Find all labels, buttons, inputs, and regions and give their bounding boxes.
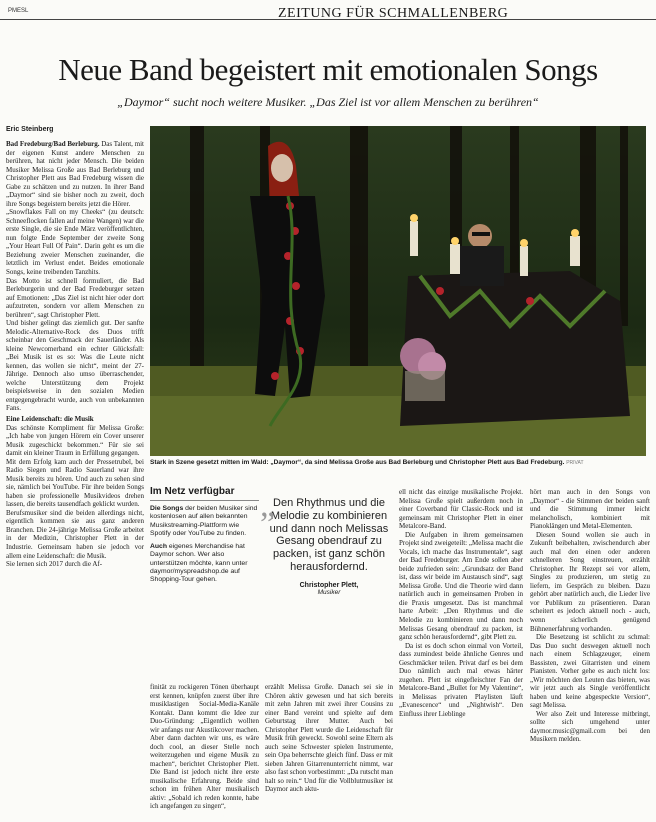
info-box-paragraph (150, 543, 259, 584)
info-box-title: Im Netz verfügbar (150, 486, 259, 501)
paragraph: Die Aufgaben in ihrem gemeinsamen Projekt sind zweigeteilt: „Melissa macht die Vocals, ich mache das Instrumentale“, sagt der Bad Fredeburger. Am Ende sollen aber beide zufrieden sein: „Grundsatz der Band ist, dass wir beide im Austausch sind“, sagt Melissa Große. Und die Theorie wird dann natürlich auch in gemeinsamen Proben in die Praxis umgesetzt. Das ist manchmal harte Arbeit: „Den Rhythmus und die Melodie zu kombinieren und dann noch Melissas Gesang obendrauf zu packen, ist ganz schön herausfordernd“, gibt Plett zu. (399, 530, 523, 642)
band-photo (150, 126, 646, 456)
caption-text: Stark in Szene gesetzt mitten im Wald: „Daymor“, da sind Melissa Große aus Bad Berleburg und Christopher Plett aus Bad Fredeburg. (150, 459, 565, 466)
newspaper-name: ZEITUNG FÜR SCHMALLENBERG (278, 6, 509, 21)
page-label: PMESL (8, 8, 29, 14)
paragraph (6, 458, 144, 509)
paragraph: ell nicht das einzige musikalische Projekt. Melissa Große spielt außerdem noch in einer Coverband für Classic-Rock und ist gemeinsam mit Christopher Plett in einer Metalcore-Band. (399, 488, 523, 531)
section-heading: Eine Leidenschaft: die Musik (6, 415, 94, 423)
subheadline: „Daymor“ sucht noch weitere Musiker. „Das Ziel ist vor allem Menschen zu berühren“ (117, 95, 539, 109)
paragraph (6, 208, 144, 276)
info-box-paragraph (150, 505, 259, 538)
quote-author: Christopher Plett, (299, 581, 359, 589)
forest-scene-image (150, 126, 646, 456)
text-column-4 (399, 488, 523, 718)
paragraph: finität zu rockigeren Tönen überhaupt erst kennen, knüpfen zuerst über ihre musiklastigen Social-Media-Kanäle Kontakt. Dann kommt die Idee zur Duo-Gründung: „Eigentlich wollten wir anfangs nur Akustikcover machen. Aber dann dachten wir uns, es wäre doch cool, an dieser Stelle noch weiterzugehen und eigene Musik zu machen“, berichtet Christopher Plett. Die Band ist jedoch nicht ihre erste musikalische Erfahrung. Beide sind schon im frühen Alter musikalisch aktiv: „Sobald ich reden konnte, habe ich angefangen zu singen“, (150, 683, 259, 811)
quote-role: Musiker (317, 588, 341, 596)
photo-caption (150, 459, 646, 466)
quote-text: Den Rhythmus und die Melodie zu kombinieren und dann noch Melissas Gesang obendrauf zu packen, ist ganz schön herausfordernd. (269, 497, 389, 573)
headline: Neue Band begeistert mit emotionalen Songs (58, 52, 598, 87)
info-box-text: der beiden Musiker sind kostenlosen auf allen bekannten Musikstreaming-Plattform wie Spotify oder YouTube zu finden. (150, 505, 258, 537)
pull-quote (260, 487, 394, 596)
paragraph (6, 560, 144, 569)
paragraph-text: Das schönste Kompliment für Melissa Große: „Ich habe von jungen Hörern ein Cover unserer Musik zugeschickt bekommen.“ Für sie sei damit ein kleiner Traum in Erfüllung gegangen. (6, 423, 144, 458)
paragraph (6, 509, 144, 560)
paragraph-text: Sie lernen sich 2017 durch die Af- (6, 560, 103, 569)
paragraph-text: Das Talent, mit der eigenen Kunst andere Menschen zu berühren, hat nicht jeder Mensch. Die beiden Musiker Melissa Große aus Bad Berleburg und Christopher Plett aus Bad Fredeburg wissen die Gabe zu schätzen und zu nutzen. In ihrer Band „Daymor“ sind sie bisher noch zu zweit, doch ihre Songs begeistern bereits jetzt die Hörer. (6, 140, 144, 208)
paragraph (6, 277, 144, 320)
paragraph: Wer also Zeit und Interesse mitbringt, sollte sich umgehend unter daymor.music@gmail.com bei den Musikern melden. (530, 709, 650, 744)
paragraph-text: Das Motto ist schnell formuliert, die Bad Berleburgerin und der Bad Fredeburger setzen auf Emotionen: „Das Ziel ist nicht hier oder dort aufzutreten, sondern vor allem Menschen zu berühren“, sagt Christopher Plett. (6, 276, 144, 319)
paragraph: erzählt Melissa Große. Danach sei sie in Chören aktiv gewesen und hat sich bereits mit zehn Jahren mit zwei ihrer Cousins zu einer Band vereint und spielte auf dem Geburtstag ihrer Mutter. Auch bei Christopher Plett wurde die Leidenschaft für Musik früh geweckt. Sowohl seine Eltern als auch seine Schwester spielen Instrumente, sein Opa beherrschte gleich fünf. Dass er mit sieben Jahren Gitarrenunterricht nimmt, war also fast schon vorbestimmt: „Da rutscht man halt so rein.“ Und für die Vollblutmusiker ist Daymor auch aktu- (265, 683, 393, 794)
paragraph: Diesen Sound wollen sie auch in Zukunft beibehalten, zwischendurch aber auch mal den einen oder anderen schnelleren Song einstreuen, erzählt Christopher. Ihr Rezept sei vor allem, Singles zu produzieren, um stetig zu liefern, im Gespräch zu bleiben. Dazu gehört aber natürlich auch, die Lieder live vor Publikum zu präsentieren. Daran scheitert es jedoch aktuell noch - auch, wenn sicherlich genügend Bühnenerfahrung vorhanden. (530, 530, 650, 633)
paragraph-text: Und bisher gelingt das ziemlich gut. Der sanfte Melodic-Alternative-Rock des Duos trifft scheinbar den Geschmack der Sauerländer. Als kleine Newcomerband ein echter Glücksfall: „Bei Musik ist es so: Was die Leute nicht kennen, das wollen sie nicht“, meint der 27-Jährige. Dennoch also umso überraschender, welche Unterstützung dem Projekt beispielsweise in den sozialen Medien entgegengebracht wurde, auch von unbekannten Fans. (6, 319, 144, 413)
text-column-1 (6, 140, 144, 569)
paragraph-text: Berufsmusiker sind die beiden allerdings nicht, eigentlich kommen sie aus ganz anderen Branchen. Die 24-jährige Melissa Große arbeitet in der Medizin, Christopher Plett in der Industrie. Gemeinsam haben sie jedoch vor allem eine Leidenschaft: die Musik. (6, 508, 144, 560)
author: Eric Steinberg (6, 126, 54, 133)
paragraph-text: „Snowflakes Fall on my Cheeks“ (zu deutsch: Schneeflocken fallen auf meine Wangen) war die erste Single, die sie Ende März veröffentlichten, nun folgte Ende September der zweite Song „Your Heart Full Of Pain“. Darin geht es um die Beziehung zweier Menschen zueinander, die letztlich im Verlust endet. Beides emotionale Songs, keine treibenden Tanzhits. (6, 208, 144, 276)
paragraph (6, 424, 144, 458)
paragraph-text: Mit dem Erfolg kam auch der Pressetrubel, bei Radio Siegen und Radio Sauerland war ihre Musik bereits zu hören. Und auch zu sehen sind sie, nämlich bei YouTube. Für ihre beiden Songs haben sie professionelle Musikvideos drehen lassen, die bereits tausendfach geklickt wurden. (6, 457, 144, 509)
text-column-2 (150, 683, 259, 811)
paragraph: Da ist es doch schon einmal von Vorteil, dass zumindest beide ähnliche Genres und Geschmäcker teilen. Privat darf es bei dem Duo nämlich auch mal etwas härter zugehen. Plett ist eingefleischter Fan der Metalcore-Band „Bullet for My Valentine“, in Melissas privaten Playlisten läuft „Evanescence“ und „Nightwish“. Den Einfluss ihrer Lieblinge (399, 641, 523, 718)
text-column-3 (265, 683, 393, 794)
info-box (150, 486, 259, 585)
info-box-lead: Auch (150, 543, 167, 551)
dateline: Bad Fredeburg/Bad Berleburg. (6, 140, 100, 148)
paragraph: Die Besetzung ist schlicht zu schmal: Das Duo sucht deswegen aktuell noch nach einem Schlagzeuger, einem Bassisten, zwei Gitarristen und einem Pianisten. Vorher gehe es auch nicht los: „Wir möchten den Leuten das bieten, was wir jetzt auch als Single veröffentlicht haben und keine abgespeckte Version“, sagt Melissa. (530, 633, 650, 710)
info-box-lead: Die Songs (150, 505, 184, 512)
quote-mark-icon: „ (260, 487, 276, 524)
paragraph (6, 319, 144, 413)
header-rule (0, 19, 656, 20)
paragraph (6, 140, 144, 208)
paragraph: hört man auch in den Songs von „Daymor“ - die Stimmen der beiden sanft und die Stimmung immer leicht melancholisch, kombiniert mit Pianoklängen und Metal-Elementen. (530, 488, 650, 531)
text-column-5 (530, 488, 650, 744)
photo-credit: PRIVAT (566, 460, 584, 466)
info-box-text: eigenes Merchandise hat Daymor schon. Wer also unterstützen möchte, kann unter daymor/myspreadshop.de auf Shopping-Tour gehen. (150, 543, 248, 584)
